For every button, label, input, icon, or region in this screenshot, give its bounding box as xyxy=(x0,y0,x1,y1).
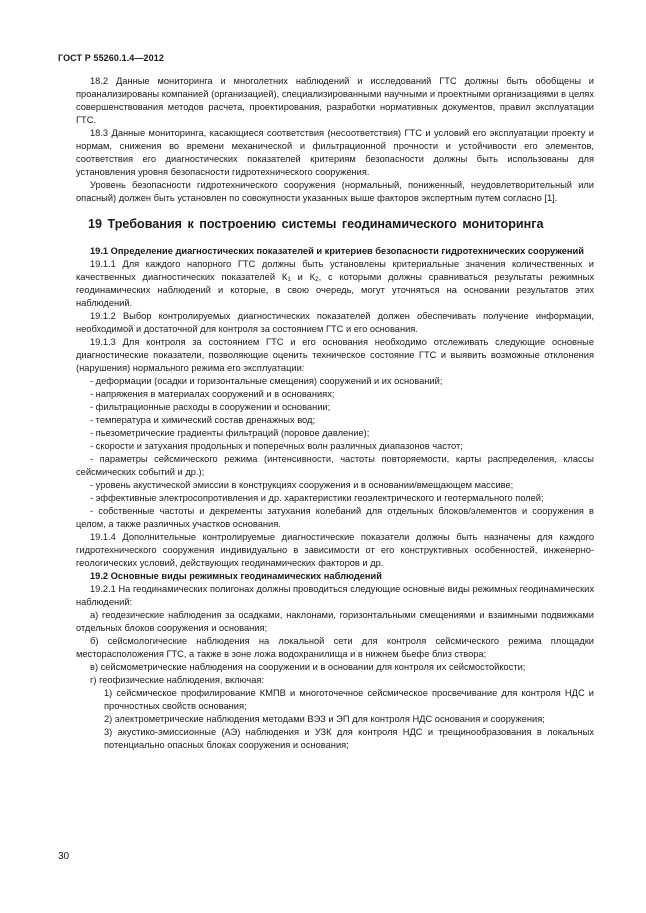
paragraph-19-2-1: 19.2.1 На геодинамических полигонах должны проводиться следующие основные виды режимных геодинамических наблюдений: xyxy=(76,584,594,607)
list-item-natural-frequencies: - собственные частоты и декременты затухания колебаний для отдельных блоков/элементов и сооружения в целом, а также различных участков основания. xyxy=(76,506,594,529)
list-item-seismic-regime: - параметры сейсмического режима (интенсивности, частоты повторяемости, карты распределения, классы сейсмических событий и др.); xyxy=(76,454,594,477)
page-number: 30 xyxy=(58,851,70,862)
list-item-resistivity: - эффективные электросопротивления и др. характеристики геоэлектрического и геотермального полей; xyxy=(90,493,544,503)
list-item-temperature: - температура и химический состав дренажных вод; xyxy=(90,415,316,425)
list-item-deformations: - деформации (осадки и горизонтальные смещения) сооружений и их оснований; xyxy=(90,376,443,386)
subsection-heading-19-2: 19.2 Основные виды режимных геодинамических наблюдений xyxy=(90,571,382,581)
list-item-filtration: - фильтрационные расходы в сооружении и основании; xyxy=(90,402,331,412)
paragraph-19-1-3: 19.1.3 Для контроля за состоянием ГТС и его основания необходимо отслеживать следующие основные диагностические показатели, позволяющие оценить техническое состояние ГТС и выявить возможные отклонения (нарушения) нормального режима его эксплуатации: xyxy=(76,337,594,373)
subsection-heading-19-1: 19.1 Определение диагностических показателей и критериев безопасности гидротехнических сооружений xyxy=(90,246,584,256)
subscript-1: 1 xyxy=(287,276,291,283)
list-item-acoustic-emission: - уровень акустической эмиссии в конструкциях сооружения и в основании/вмещающем массиве; xyxy=(90,480,514,490)
paragraph-19-1-1-part-b: и К xyxy=(290,272,316,282)
paragraph-19-1-2: 19.1.2 Выбор контролируемых диагностических показателей должен обеспечивать получение информации, необходимой и достаточной для контроля за состоянием ГТС и его основания. xyxy=(76,311,594,334)
subscript-2: 2 xyxy=(315,276,319,283)
paragraph-18-2: 18.2 Данные мониторинга и многолетних наблюдений и исследований ГТС должны быть обобщены и проанализированы компанией (организацией), специализированными научными и проектными организациями в целях совершенствования методов расчета, проектирования, разработки нормативных документов, правил эксплуатации ГТС. xyxy=(76,76,594,125)
section-heading-19: 19 Требования к построению системы геодинамического мониторинга xyxy=(88,217,544,231)
document-body xyxy=(76,75,594,752)
list-item-wave-speeds: - скорости и затухания продольных и поперечных волн различных диапазонов частот; xyxy=(90,441,463,451)
list-item-b-seismological: б) сейсмологические наблюдения на локальной сети для контроля сейсмического режима площадки месторасположения ГТС, а также в зоне ложа водохранилища и в нижнем бьефе близ створа; xyxy=(76,636,594,659)
sublist-item-1-seismic-profiling: 1) сейсмическое профилирование КМПВ и многоточечное сейсмическое просвечивание для контроля НДС и прочностных свойств основания; xyxy=(104,688,594,711)
document-header-id: ГОСТ Р 55260.1.4—2012 xyxy=(58,53,164,63)
list-item-v-seismometric: в) сейсмометрические наблюдения на сооружении и в основании для контроля их сейсмостойкости; xyxy=(90,662,526,672)
sublist-item-2-electrometric: 2) электрометрические наблюдения методами ВЭЗ и ЭП для контроля НДС основания и сооружения; xyxy=(104,714,545,724)
sublist-item-3-acoustic: 3) акустико-эмиссионные (АЭ) наблюдения и УЗК для контроля НДС и трещинообразования в локальных потенциально опасных блоках сооружения и основания; xyxy=(104,727,594,750)
list-item-stresses: - напряжения в материалах сооружений и в основаниях; xyxy=(90,389,335,399)
list-item-g-geophysical: г) геофизические наблюдения, включая: xyxy=(90,675,265,685)
paragraph-safety-level: Уровень безопасности гидротехнического сооружения (нормальный, пониженный, неудовлетворительный или опасный) должен быть установлен по совокупности указанных выше факторов экспертным путем согласно [1]. xyxy=(76,180,594,203)
paragraph-19-1-4: 19.1.4 Дополнительные контролируемые диагностические показатели должны быть назначены для каждого гидротехнического сооружения индивидуально в зависимости от его конструктивных особенностей, инженерно-геологических условий, действующих геодинамических факторов и др. xyxy=(76,532,594,568)
paragraph-19-1-1-part-a: 19.1.1 Для каждого напорного ГТС должны быть установлены критериальные значения количественных и качественных диагностических показателей К xyxy=(76,259,594,282)
list-item-a-geodetic: а) геодезические наблюдения за осадками, наклонами, горизонтальными смещениями и взаимными подвижками отдельных блоков сооружения и основания; xyxy=(76,610,594,633)
paragraph-19-1-1 xyxy=(76,258,594,310)
paragraph-18-3: 18.3 Данные мониторинга, касающиеся соответствия (несоответствия) ГТС и условий его эксплуатации проекту и нормам, снижения во времени механической и фильтрационной прочности и устойчивости его элементов, соответствия его диагностических показателей критериям безопасности должны быть использованы для установления уровня безопасности гидротехнического сооружения. xyxy=(76,128,594,177)
list-item-piezometric: - пьезометрические градиенты фильтраций (поровое давление); xyxy=(90,428,370,438)
paragraph-19-1-1-part-c: , с которыми должны сравниваться результаты режимных геодинамических наблюдений и которые, в свою очередь, могут уточняться на основании результатов этих наблюдений. xyxy=(76,272,594,308)
